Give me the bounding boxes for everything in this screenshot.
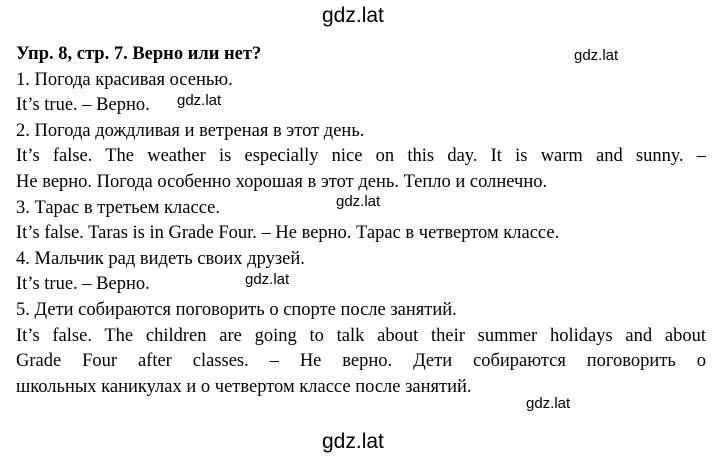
answer-2-line-2: Не верно. Погода особенно хорошая в этот день. Тепло и солнечно. [16, 171, 548, 192]
watermark-middle: gdz.lat [336, 193, 381, 210]
answer-2-line-1: It’s false. The weather is especially nice on this day. It is warm and sunny. – [16, 146, 706, 167]
answer-5-line-1: It’s false. The children are going to talk about their summer holidays and about [16, 325, 706, 346]
answer-3: It’s false. Taras is in Grade Four. – Не верно. Тарас в четвертом классе. [16, 223, 560, 244]
watermark-line2: gdz.lat [177, 92, 222, 109]
watermark-bottom-right: gdz.lat [526, 395, 571, 412]
answer-1: It’s true. – Верно. [16, 95, 150, 116]
answer-5-line-3: школьных каникулах и о четвертом классе после занятий. [16, 376, 472, 397]
watermark-line9: gdz.lat [245, 271, 290, 288]
answer-5-line-2: Grade Four after classes. – Не верно. Дети собираются поговорить о [16, 351, 706, 372]
exercise-title: Упр. 8, стр. 7. Верно или нет? [16, 44, 262, 64]
watermark-top: gdz.lat [322, 4, 384, 27]
question-3: 3. Тарас в третьем классе. [16, 197, 220, 218]
question-4: 4. Мальчик рад видеть своих друзей. [16, 248, 305, 269]
question-2: 2. Погода дождливая и ветреная в этот день. [16, 120, 365, 141]
answer-4: It’s true. – Верно. [16, 274, 150, 295]
watermark-right-title: gdz.lat [574, 47, 619, 64]
question-5: 5. Дети собираются поговорить о спорте после занятий. [16, 299, 457, 320]
watermark-bottom: gdz.lat [322, 430, 384, 453]
question-1: 1. Погода красивая осенью. [16, 69, 233, 90]
exercise-document [16, 42, 706, 400]
